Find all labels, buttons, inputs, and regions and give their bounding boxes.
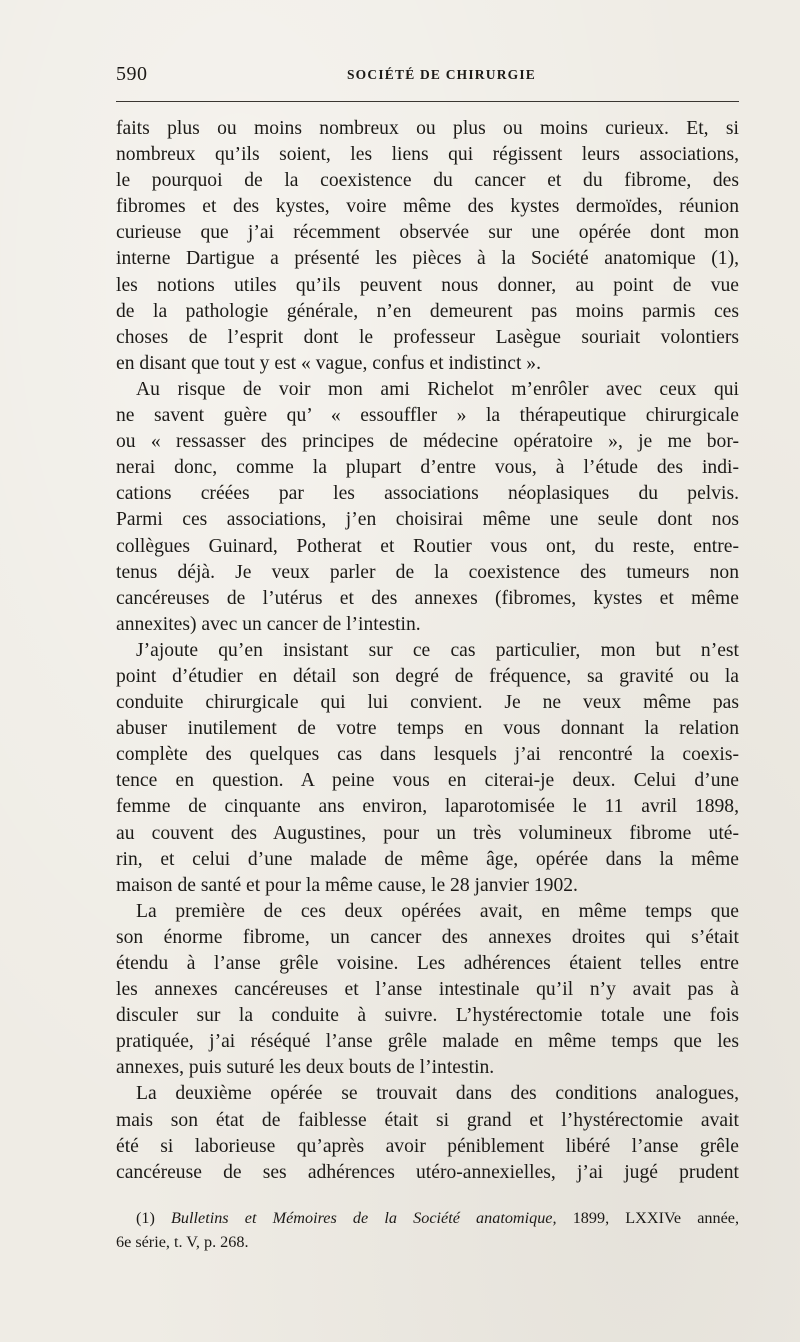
text-line: faits plus ou moins nombreux ou plus ou moins curieux. Et, si — [116, 118, 739, 139]
text-line: maison de santé et pour la même cause, le 28 janvier 1902. — [116, 874, 578, 896]
text-line: ne savent guère qu’ « essouffler » la thérapeutique chirurgicale — [116, 405, 739, 427]
text-line: rin, et celui d’une malade de même âge, opérée dans la même — [116, 848, 739, 870]
text-line: mais son état de faiblesse était si grand et l’hystérectomie avait — [116, 1109, 739, 1131]
text-line: Parmi ces associations, j’en choisirai même une seule dont nos — [116, 509, 739, 531]
text-line: tenus déjà. Je veux parler de la coexistence des tumeurs non — [116, 561, 739, 583]
text-line: été si laborieuse qu’après avoir péniblement libéré l’anse grêle — [116, 1135, 739, 1157]
text-line: annexes, puis suturé les deux bouts de l’intestin. — [116, 1057, 495, 1079]
text-line: femme de cinquante ans environ, laparotomisée le 11 avril 1898, — [116, 796, 739, 818]
text-line: le pourquoi de la coexistence du cancer et du fibrome, des — [116, 170, 739, 192]
text-line: ou « ressasser des principes de médecine opératoire », je me bor- — [116, 431, 739, 453]
page-number: 590 — [116, 63, 148, 85]
text-line: complète des quelques cas dans lesquels j’ai rencontré la coexis- — [116, 744, 739, 766]
text-line: annexites) avec un cancer de l’intestin. — [116, 613, 421, 635]
text-line: abuser inutilement de votre temps en vous donnant la relation — [116, 718, 739, 740]
text-line: La deuxième opérée se trouvait dans des conditions analogues, — [136, 1083, 739, 1105]
text-line: nerai donc, comme la plupart d’entre vous, à l’étude des indi- — [116, 457, 739, 479]
text-line: Au risque de voir mon ami Richelot m’enrôler avec ceux qui — [136, 378, 739, 400]
text-line: en disant que tout y est « vague, confus et indistinct ». — [116, 352, 541, 374]
page-header — [116, 62, 739, 86]
text-line: choses de l’esprit dont le professeur Lasègue souriait volontiers — [116, 326, 739, 348]
footnote-line — [116, 1206, 739, 1230]
text-line: disculer sur la conduite à suivre. L’hystérectomie totale une fois — [116, 1005, 739, 1027]
text-line: fibromes et des kystes, voire même des kystes dermoïdes, réunion — [116, 196, 739, 218]
text-line: son énorme fibrome, un cancer des annexes droites qui s’était — [116, 926, 739, 948]
text-line: J’ajoute qu’en insistant sur ce cas particulier, mon but n’est — [136, 639, 739, 661]
running-head: SOCIÉTÉ DE CHIRURGIE — [346, 67, 537, 82]
text-line: curieuse que j’ai récemment observée sur une opérée dont mon — [116, 222, 739, 244]
footnote-line: 6e série, t. V, p. 268. — [116, 1233, 249, 1251]
text-line: pratiquée, j’ai réséqué l’anse grêle malade en même temps que les — [116, 1031, 739, 1053]
text-line: au couvent des Augustines, pour un très volumineux fibrome uté- — [116, 822, 739, 844]
text-line: interne Dartigue a présenté les pièces à la Société anatomique (1), — [116, 248, 739, 270]
text-line: La première de ces deux opérées avait, en même temps que — [136, 900, 739, 922]
footnotes — [116, 1206, 739, 1254]
body-text — [116, 116, 739, 1186]
footnote-details: 1899, LXXIVe année, — [572, 1209, 739, 1227]
text-line: cancéreuses de l’utérus et des annexes (fibromes, kystes et même — [116, 587, 739, 609]
text-line: point d’étudier en détail son degré de fréquence, sa gravité ou la — [116, 665, 739, 687]
text-line: cancéreuse de ses adhérences utéro-annexielles, j’ai jugé prudent — [116, 1161, 739, 1183]
text-line: collègues Guinard, Potherat et Routier vous ont, du reste, entre- — [116, 535, 739, 557]
text-line: les notions utiles qu’ils peuvent nous donner, au point de vue — [116, 274, 739, 296]
text-line: étendu à l’anse grêle voisine. Les adhérences étaient telles entre — [116, 953, 739, 974]
text-line: tence en question. A peine vous en citerai-je deux. Celui d’une — [116, 770, 739, 792]
footnote-marker: (1) — [136, 1209, 155, 1227]
text-line: de la pathologie générale, n’en demeurent pas moins parmis ces — [116, 300, 739, 322]
header-rule — [116, 101, 739, 102]
text-line: cations créées par les associations néoplasiques du pelvis. — [116, 483, 739, 505]
text-line: les annexes cancéreuses et l’anse intestinale qu’il n’y avait pas à — [116, 979, 739, 1001]
text-line: nombreux qu’ils soient, les liens qui régissent leurs associations, — [116, 144, 739, 166]
text-line: conduite chirurgicale qui lui convient. Je ne veux même pas — [116, 692, 739, 714]
footnote-title: Bulletins et Mémoires de la Société anatomique, — [171, 1209, 557, 1227]
